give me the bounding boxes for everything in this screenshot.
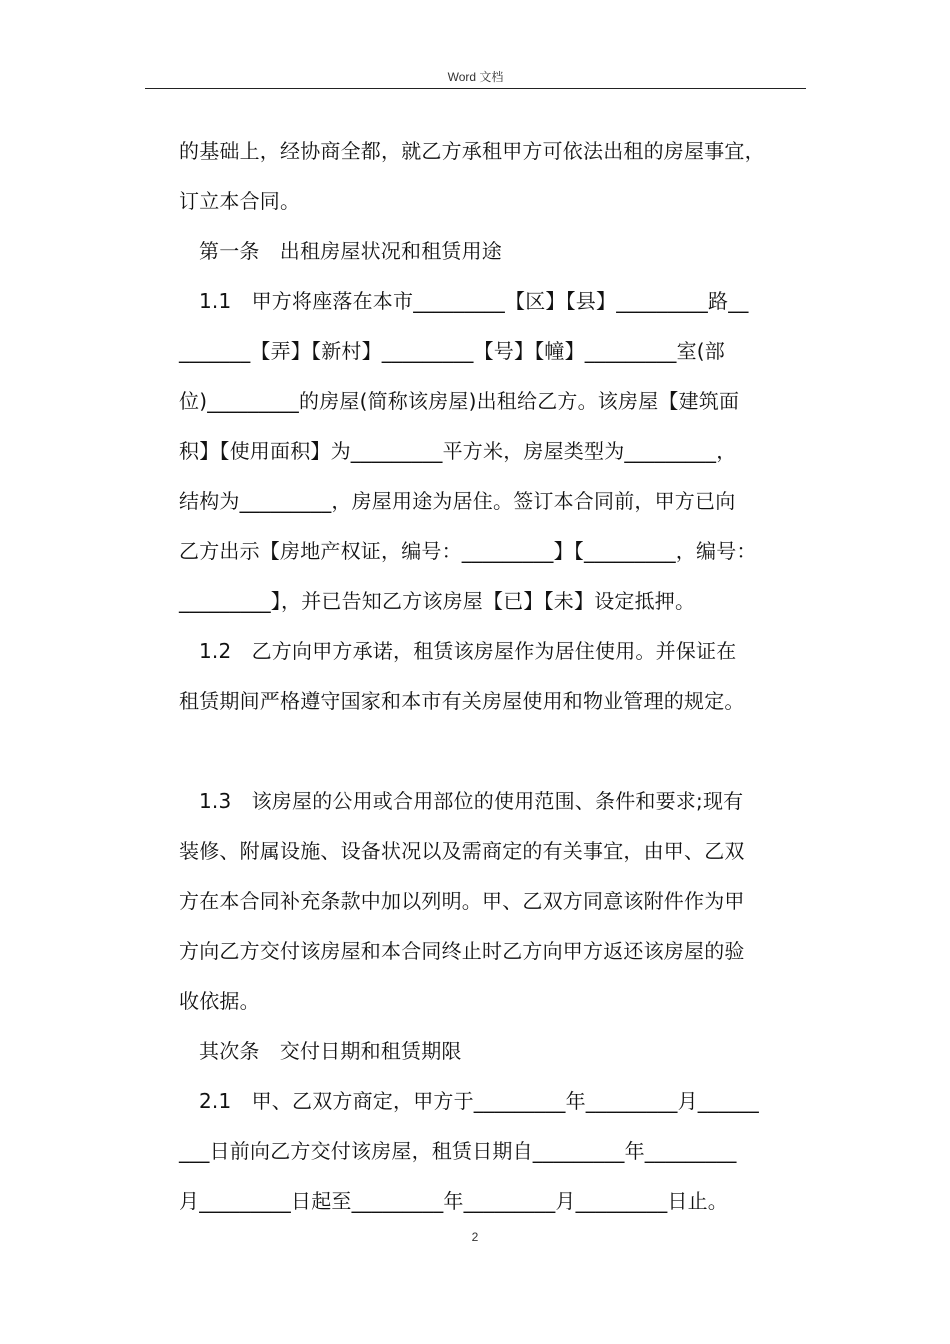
header-title: Word 文档	[447, 70, 504, 84]
text-line: _________】，并已告知乙方该房屋【已】【未】设定抵押。	[179, 589, 696, 613]
text-line: ___日前向乙方交付该房屋，租赁日期自_________年_________	[179, 1139, 737, 1163]
blank-line	[179, 726, 811, 776]
text-line: 乙方出示【房地产权证，编号：_________】【_________，编号：	[179, 539, 757, 563]
text-line: 位)_________的房屋(简称该房屋)出租给乙方。该房屋【建筑面	[179, 389, 740, 413]
clause-2-1: 2.1 甲、乙双方商定，甲方于_________年_________月______	[199, 1089, 760, 1113]
text-line: 月_________日起至_________年_________月_________日止。	[179, 1189, 728, 1213]
page-number: 2	[471, 1230, 479, 1244]
text-line: 的基础上，经协商全都，就乙方承租甲方可依法出租的房屋事宜，	[179, 139, 765, 163]
page-header	[145, 62, 806, 89]
text-line: 方在本合同补充条款中加以列明。甲、乙双方同意该附件作为甲	[179, 889, 745, 913]
text-line: 积】【使用面积】为_________平方米，房屋类型为_________，	[179, 439, 737, 463]
article-1-heading: 第一条 出租房屋状况和租赁用途	[199, 239, 502, 263]
text-line: 收依据。	[179, 989, 260, 1013]
text-line: _______【弄】【新村】_________【号】【幢】_________室(部	[179, 339, 726, 363]
clause-1-2: 1.2 乙方向甲方承诺，租赁该房屋作为居住使用。并保证在	[199, 639, 737, 663]
text-line: 租赁期间严格遵守国家和本市有关房屋使用和物业管理的规定。	[179, 689, 745, 713]
document-body	[179, 126, 811, 1226]
text-line: 结构为_________，房屋用途为居住。签订本合同前，甲方已向	[179, 489, 736, 513]
text-line: 方向乙方交付该房屋和本合同终止时乙方向甲方返还该房屋的验	[179, 939, 745, 963]
text-line: 装修、附属设施、设备状况以及需商定的有关事宜，由甲、乙双	[179, 839, 745, 863]
article-2-heading: 其次条 交付日期和租赁期限	[199, 1039, 462, 1063]
clause-1-3: 1.3 该房屋的公用或合用部位的使用范围、条件和要求;现有	[199, 789, 744, 813]
text-line: 订立本合同。	[179, 189, 301, 213]
clause-1-1: 1.1 甲方将座落在本市_________【区】【县】_________路__	[199, 289, 749, 313]
